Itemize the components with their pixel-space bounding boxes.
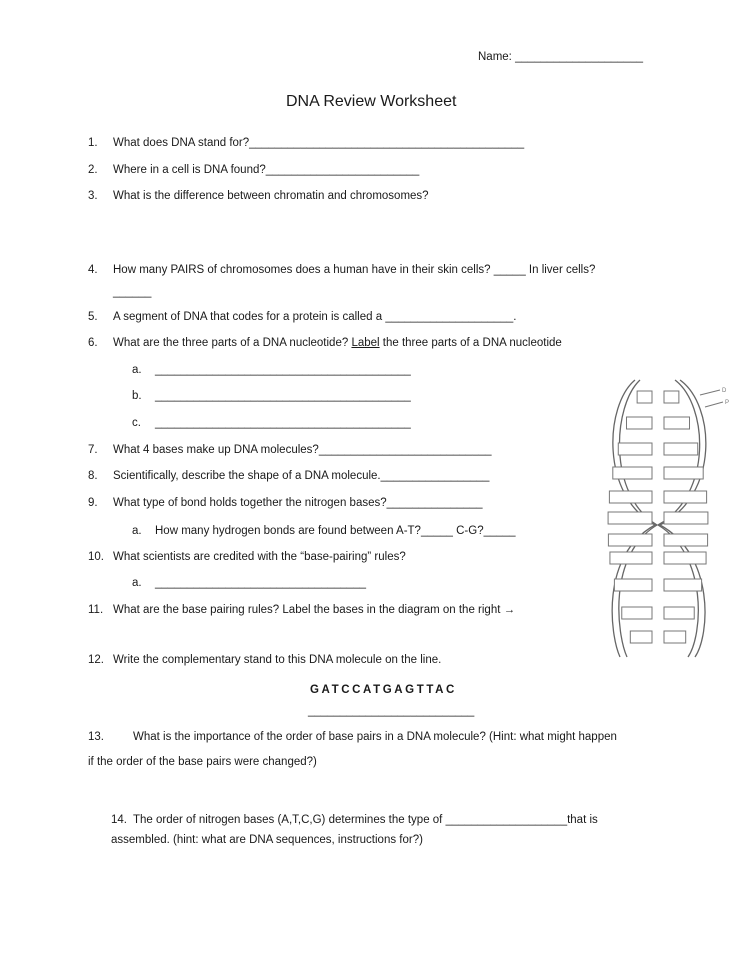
base-block	[664, 467, 703, 479]
q-text: A segment of DNA that codes for a protein is called a ____________________.	[113, 311, 517, 323]
q-number: 4.	[88, 264, 98, 276]
base-block	[664, 534, 708, 546]
q-text: What type of bond holds together the nitrogen bases?_______________	[113, 497, 483, 509]
q-text	[113, 336, 562, 350]
diagram-label-d: D	[722, 388, 727, 394]
base-block	[664, 631, 686, 643]
page-title: DNA Review Worksheet	[286, 93, 457, 110]
q-number: 8.	[88, 470, 98, 482]
q-text-underlined: Label	[351, 337, 380, 349]
base-block	[608, 534, 652, 546]
q-number: 1.	[88, 137, 98, 149]
q-number: 3.	[88, 190, 98, 202]
q-text: What is the importance of the order of base pairs in a DNA molecule? (Hint: what might happen	[133, 731, 617, 743]
sub-blank: ________________________________________	[155, 390, 411, 402]
sub-text: How many hydrogen bonds are found between A-T?_____ C-G?_____	[155, 525, 516, 537]
answer-line: __________________________	[308, 705, 475, 717]
base-block	[608, 512, 652, 524]
q-number: 9.	[88, 497, 98, 509]
q-text: The order of nitrogen bases (A,T,C,G) determines the type of ___________________that is	[133, 814, 598, 826]
q-number: 7.	[88, 444, 98, 456]
base-block	[618, 443, 652, 455]
q-blank: ______	[113, 286, 152, 298]
q-number: 13.	[88, 731, 104, 743]
q-text: Write the complementary stand to this DNA molecule on the line.	[113, 654, 442, 666]
q-number: 10.	[88, 551, 104, 563]
base-block	[613, 467, 652, 479]
sub-letter: b.	[132, 390, 142, 402]
q-text-a: What are the three parts of a DNA nucleotide?	[113, 337, 352, 349]
q-text: Scientifically, describe the shape of a DNA molecule._________________	[113, 470, 490, 482]
q-text-cont: assembled. (hint: what are DNA sequences, instructions for?)	[111, 834, 423, 846]
sub-letter: a.	[132, 364, 142, 376]
q-text: What scientists are credited with the “base-pairing” rules?	[113, 551, 406, 563]
base-block	[637, 391, 652, 403]
base-block	[614, 579, 652, 591]
sub-blank: ________________________________________	[155, 417, 411, 429]
sub-blank: _________________________________	[155, 577, 367, 589]
base-block	[664, 391, 679, 403]
base-block	[664, 579, 702, 591]
q-text: What are the base pairing rules? Label the bases in the diagram on the right →	[113, 604, 516, 616]
base-block	[610, 552, 652, 564]
base-block	[664, 512, 708, 524]
sub-letter: c.	[132, 417, 141, 429]
q-number: 12.	[88, 654, 104, 666]
q-text: What is the difference between chromatin and chromosomes?	[113, 190, 429, 202]
sub-letter: a.	[132, 525, 142, 537]
base-block	[630, 631, 652, 643]
q-text: What does DNA stand for?___________________________________________	[113, 137, 525, 149]
q-text-b: the three parts of a DNA nucleotide	[379, 337, 562, 349]
diagram-label-p: P	[725, 400, 730, 406]
dna-sequence: GATCCATGAGTTAC	[310, 684, 457, 696]
q-text: Where in a cell is DNA found?________________________	[113, 164, 420, 176]
q-number: 11.	[88, 604, 104, 616]
base-block	[664, 607, 694, 619]
base-block	[664, 491, 707, 503]
base-block	[626, 417, 652, 429]
q-text-cont: if the order of the base pairs were changed?)	[88, 756, 317, 768]
base-block	[664, 443, 698, 455]
base-block	[622, 607, 652, 619]
q-text: How many PAIRS of chromosomes does a human have in their skin cells? _____ In liver cells?	[113, 264, 596, 276]
base-block	[609, 491, 652, 503]
sub-letter: a.	[132, 577, 142, 589]
base-block	[664, 552, 706, 564]
q-number: 14.	[111, 814, 127, 826]
dna-double-helix-diagram	[595, 375, 740, 660]
sub-blank: ________________________________________	[155, 364, 411, 376]
base-block	[664, 417, 690, 429]
q-text: What 4 bases make up DNA molecules?___________________________	[113, 444, 492, 456]
q-number: 6.	[88, 337, 98, 349]
name-field[interactable]: Name: ____________________	[478, 51, 643, 63]
q-number: 2.	[88, 164, 98, 176]
q-number: 5.	[88, 311, 98, 323]
